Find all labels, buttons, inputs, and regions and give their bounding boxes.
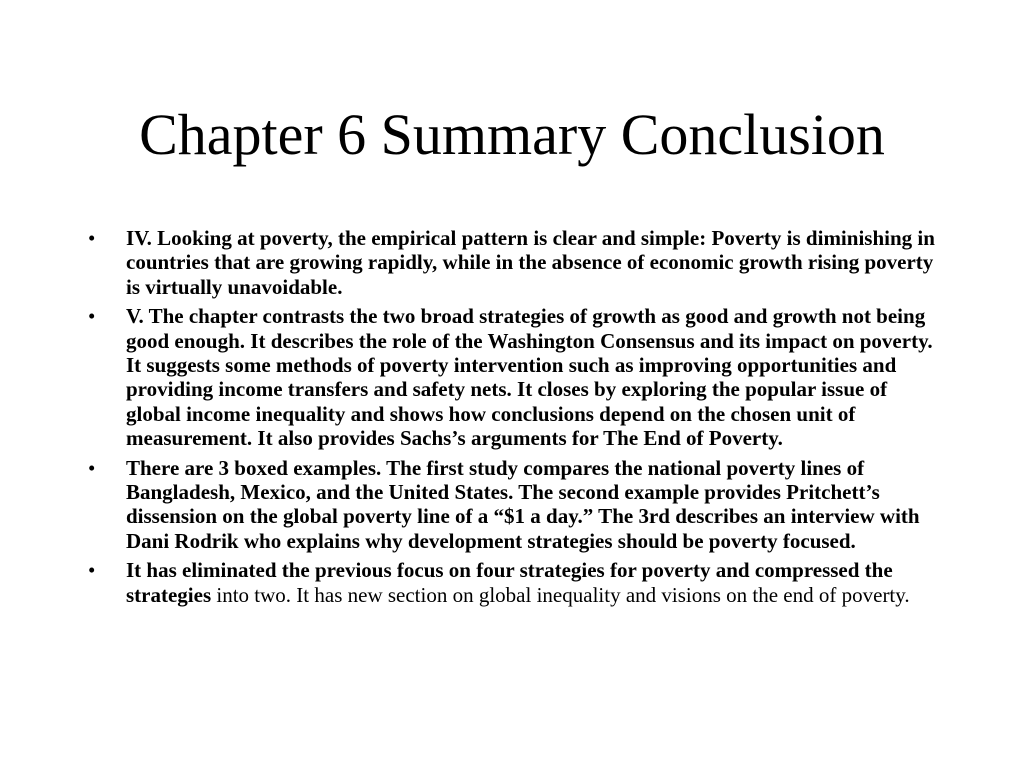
- bullet-text-bold: There are 3 boxed examples. The first study compares the national poverty lines of Bangladesh, Mexico, and the United States. The second example provides Pritchett’s dissension on the global poverty line of a “$1 a day.” The 3rd describes an interview with Dani Rodrik who explains why development strategies should be poverty focused.: [126, 455, 920, 553]
- bullet-marker: •: [88, 455, 96, 480]
- slide-title: Chapter 6 Summary Conclusion: [139, 102, 885, 167]
- bullet-item-4: [88, 558, 938, 607]
- bullet-text-bold: IV. Looking at poverty, the empirical pattern is clear and simple: Poverty is diminishing in countries that are growing rapidly, while in the absence of economic growth rising poverty is virtually unavoidable.: [126, 226, 935, 299]
- bullet-marker: •: [88, 558, 96, 583]
- bullet-list: [88, 226, 938, 612]
- bullet-text-bold: It has eliminated the previous focus on four strategies for poverty and compressed the strategies: [126, 558, 893, 607]
- bullet-marker: •: [88, 304, 96, 329]
- bullet-item-1: [88, 226, 938, 299]
- bullet-marker: •: [88, 226, 96, 250]
- bullet-item-3: [88, 456, 938, 554]
- bullet-text-bold: V. The chapter contrasts the two broad strategies of growth as good and growth not being good enough. It describes the role of the Washington Consensus and its impact on poverty. It suggests some methods of poverty intervention such as improving opportunities and providing income transfers and safety nets. It closes by exploring the popular issue of global income inequality and shows how conclusions depend on the chosen unit of measurement. It also provides Sachs’s arguments for The End of Poverty.: [126, 304, 933, 451]
- bullet-item-2: [88, 304, 938, 450]
- bullet-text-plain: into two. It has new section on global inequality and visions on the end of poverty.: [211, 582, 910, 607]
